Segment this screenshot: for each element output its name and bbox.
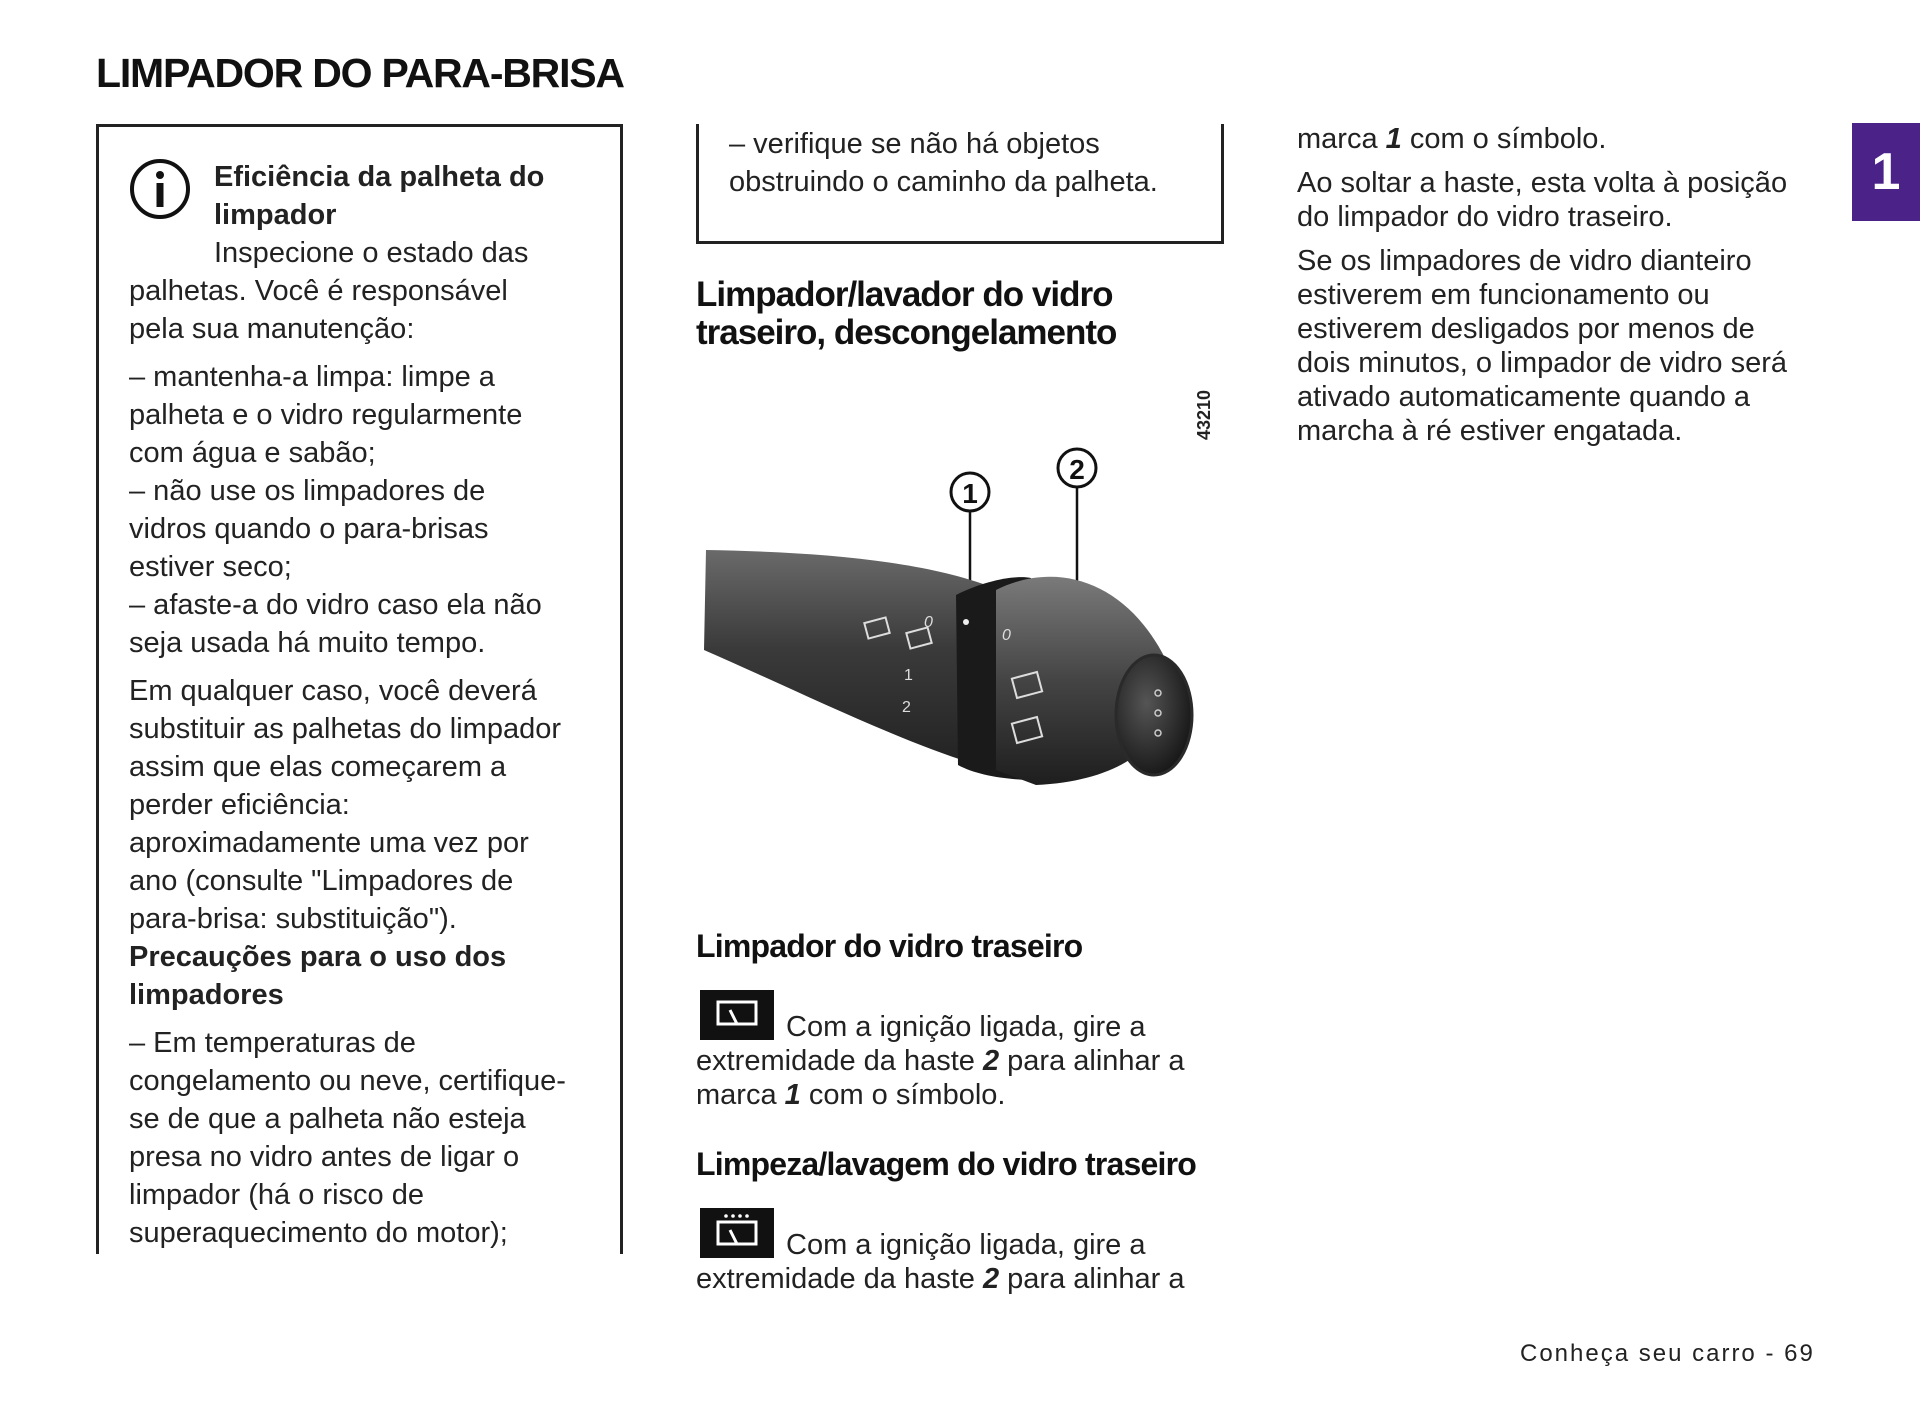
text-span: marca — [696, 1079, 785, 1111]
mark-number: 1 — [1385, 123, 1402, 155]
text-line: marcha à ré estiver engatada. — [1297, 415, 1683, 447]
info-box-body — [129, 272, 609, 1252]
text-line: Com a ignição ligada, gire a — [786, 1229, 1146, 1261]
wiper-stalk-illustration — [696, 430, 1196, 810]
text-span: para alinhar a — [999, 1263, 1185, 1295]
stalk-mark-1: 1 — [904, 667, 913, 684]
ring-mark-0: 0 — [1002, 627, 1011, 644]
precautions-heading: Precauções para o uso dos — [129, 941, 507, 973]
text-line: – mantenha-a limpa: limpe a — [129, 361, 495, 393]
rear-wiper-text — [696, 1010, 1226, 1112]
callout-2: 2 — [1069, 454, 1085, 485]
stalk-mark-0: 0 — [924, 614, 933, 631]
page-footer: Conheça seu carro - 69 — [1520, 1340, 1815, 1367]
figure-id: 43210 — [1194, 389, 1214, 440]
text-line: superaquecimento do motor); — [129, 1217, 508, 1249]
text-line: ativado automaticamente quando a — [1297, 381, 1751, 413]
text-line: vidros quando o para-brisas — [129, 513, 489, 545]
text-line: seja usada há muito tempo. — [129, 627, 486, 659]
text-line: aproximadamente uma vez por — [129, 827, 529, 859]
text-span: para alinhar a — [999, 1045, 1185, 1077]
text-line: – não use os limpadores de — [129, 475, 486, 507]
text-line: – verifique se não há objetos — [729, 128, 1100, 160]
text-line: substituir as palhetas do limpador — [129, 713, 562, 745]
text-line: dois minutos, o limpador de vidro será — [1297, 347, 1788, 379]
text-line: se de que a palheta não esteja — [129, 1103, 526, 1135]
text-line: Com a ignição ligada, gire a — [786, 1011, 1146, 1043]
text-line: Se os limpadores de vidro dianteiro — [1297, 245, 1752, 277]
rear-wiper-heading: Limpador do vidro traseiro — [696, 928, 1083, 964]
text-span: com o símbolo. — [1401, 123, 1607, 155]
text-line: – Em temperaturas de — [129, 1027, 416, 1059]
mark-number: 1 — [784, 1079, 801, 1111]
precautions-heading: limpadores — [129, 979, 284, 1011]
text-line: perder eficiência: — [129, 789, 350, 821]
text-line: assim que elas começarem a — [129, 751, 507, 783]
callout-1: 1 — [962, 478, 978, 509]
stalk-number: 2 — [982, 1045, 1000, 1077]
text-line: presa no vidro antes de ligar o — [129, 1141, 520, 1173]
rear-washer-heading: Limpeza/lavagem do vidro traseiro — [696, 1146, 1196, 1182]
text-line: – afaste-a do vidro caso ela não — [129, 589, 542, 621]
stalk-mark-2: 2 — [902, 699, 911, 716]
info-icon — [129, 158, 191, 220]
text-span: extremidade da haste — [696, 1045, 983, 1077]
text-span: extremidade da haste — [696, 1263, 983, 1295]
text-line: estiver seco; — [129, 551, 292, 583]
rear-washer-text — [696, 1228, 1226, 1296]
chapter-tab: 1 — [1852, 123, 1920, 221]
text-span: com o símbolo. — [800, 1079, 1006, 1111]
text-line: pela sua manutenção: — [129, 313, 415, 345]
continued-box-text — [729, 125, 1209, 201]
text-line: palhetas. Você é responsável — [129, 275, 508, 307]
text-line: congelamento ou neve, certifique- — [129, 1065, 566, 1097]
text-line: Em qualquer caso, você deverá — [129, 675, 537, 707]
text-line: ano (consulte "Limpadores de — [129, 865, 514, 897]
info-box-heading: Eficiência da palheta do limpador — [214, 161, 545, 231]
text-line: estiverem em funcionamento ou — [1297, 279, 1710, 311]
text-line: palheta e o vidro regularmente — [129, 399, 523, 431]
section-heading-line: Limpador/lavador do vidro — [696, 275, 1113, 314]
text-span: marca — [1297, 123, 1386, 155]
section-heading-line: traseiro, descongelamento — [696, 313, 1117, 352]
text-line: estiverem desligados por menos de — [1297, 313, 1755, 345]
text-line: obstruindo o caminho da palheta. — [729, 166, 1158, 198]
right-column-text — [1297, 122, 1837, 458]
text-line: limpador (há o risco de — [129, 1179, 424, 1211]
text-line: para-brisa: substituição"). — [129, 903, 457, 935]
text-line: do limpador do vidro traseiro. — [1297, 201, 1673, 233]
text-line: com água e sabão; — [129, 437, 376, 469]
text-line: Ao soltar a haste, esta volta à posição — [1297, 167, 1788, 199]
section-heading — [696, 276, 1216, 352]
info-box-lead: Inspecione o estado das — [214, 237, 529, 269]
page-title: LIMPADOR DO PARA-BRISA — [96, 50, 624, 96]
stalk-number: 2 — [982, 1263, 1000, 1295]
